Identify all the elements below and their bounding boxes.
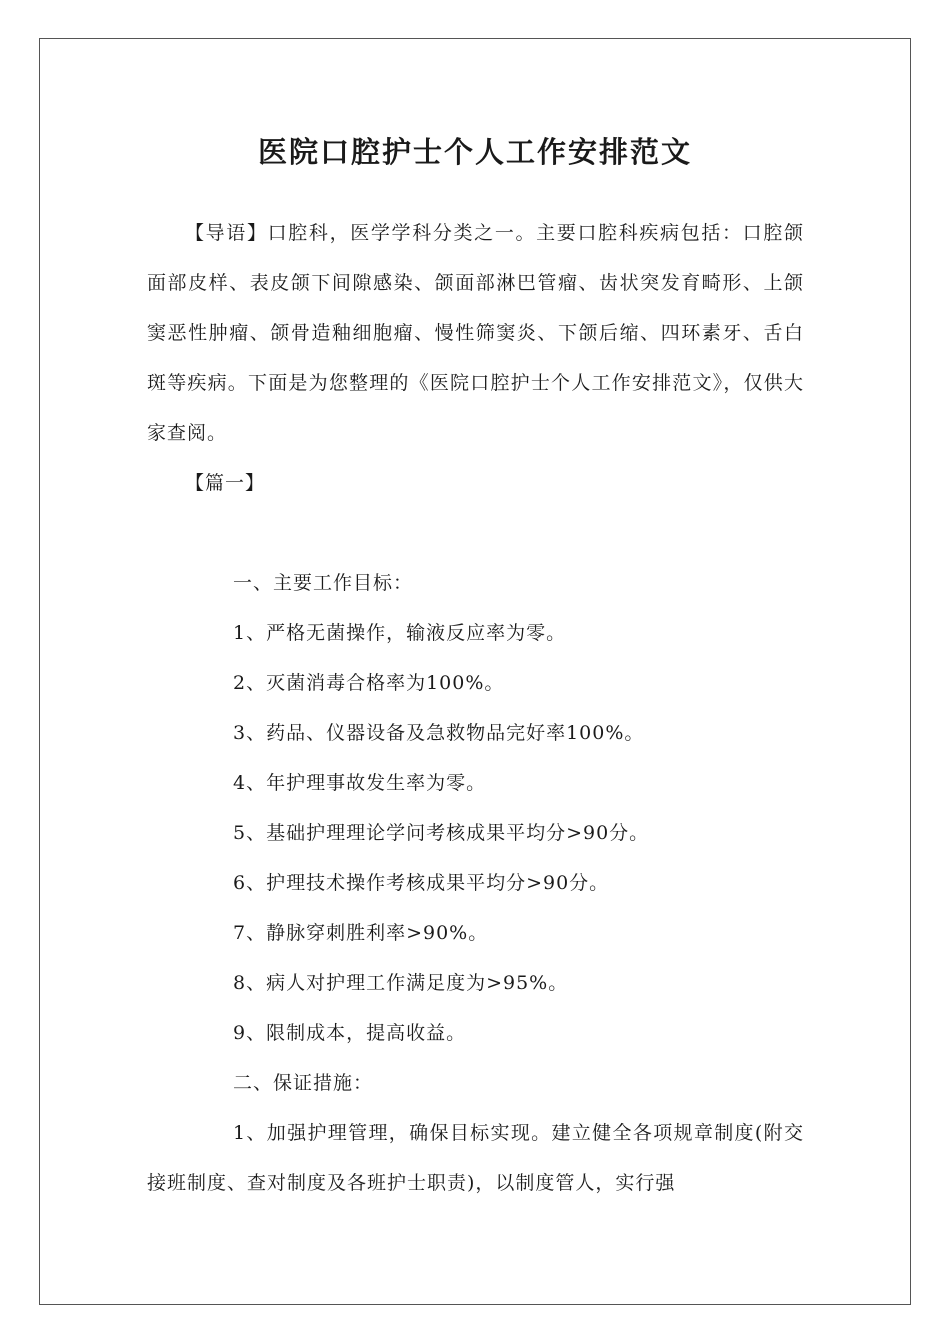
- intro-paragraph: 【导语】口腔科，医学学科分类之一。主要口腔科疾病包括：口腔颌面部皮样、表皮颌下间隙感染、颌面部淋巴管瘤、齿状突发育畸形、上颌窦恶性肿瘤、颌骨造釉细胞瘤、慢性筛窦炎、下颌后缩、四环素牙、舌白斑等疾病。下面是为您整理的《医院口腔护士个人工作安排范文》，仅供大家查阅。: [147, 222, 804, 444]
- document-title: 医院口腔护士个人工作安排范文: [257, 135, 692, 169]
- goal-item: 4、年护理事故发生率为零。: [233, 772, 487, 794]
- goal-item: 7、静脉穿刺胜利率>90%。: [233, 922, 489, 944]
- goal-item: 2、灭菌消毒合格率为100%。: [233, 672, 505, 694]
- goal-item: 5、基础护理理论学问考核成果平均分>90分。: [233, 822, 650, 844]
- measure-paragraph: 1、加强护理管理，确保目标实现。建立健全各项规章制度(附交接班制度、查对制度及各班护士职责)，以制度管人，实行强: [147, 1122, 804, 1194]
- goal-item: 3、药品、仪器设备及急救物品完好率100%。: [233, 722, 645, 744]
- part2-heading: 二、保证措施：: [233, 1072, 374, 1094]
- blank-line: [147, 508, 804, 558]
- document-body: [147, 208, 804, 1208]
- goal-item: 8、病人对护理工作满足度为>95%。: [233, 972, 569, 994]
- part1-heading: 一、主要工作目标：: [233, 572, 414, 594]
- goal-item: 1、严格无菌操作，输液反应率为零。: [233, 622, 567, 644]
- section-tag: 【篇一】: [185, 472, 266, 494]
- goal-item: 6、护理技术操作考核成果平均分>90分。: [233, 872, 610, 894]
- goal-item: 9、限制成本，提高收益。: [233, 1022, 467, 1044]
